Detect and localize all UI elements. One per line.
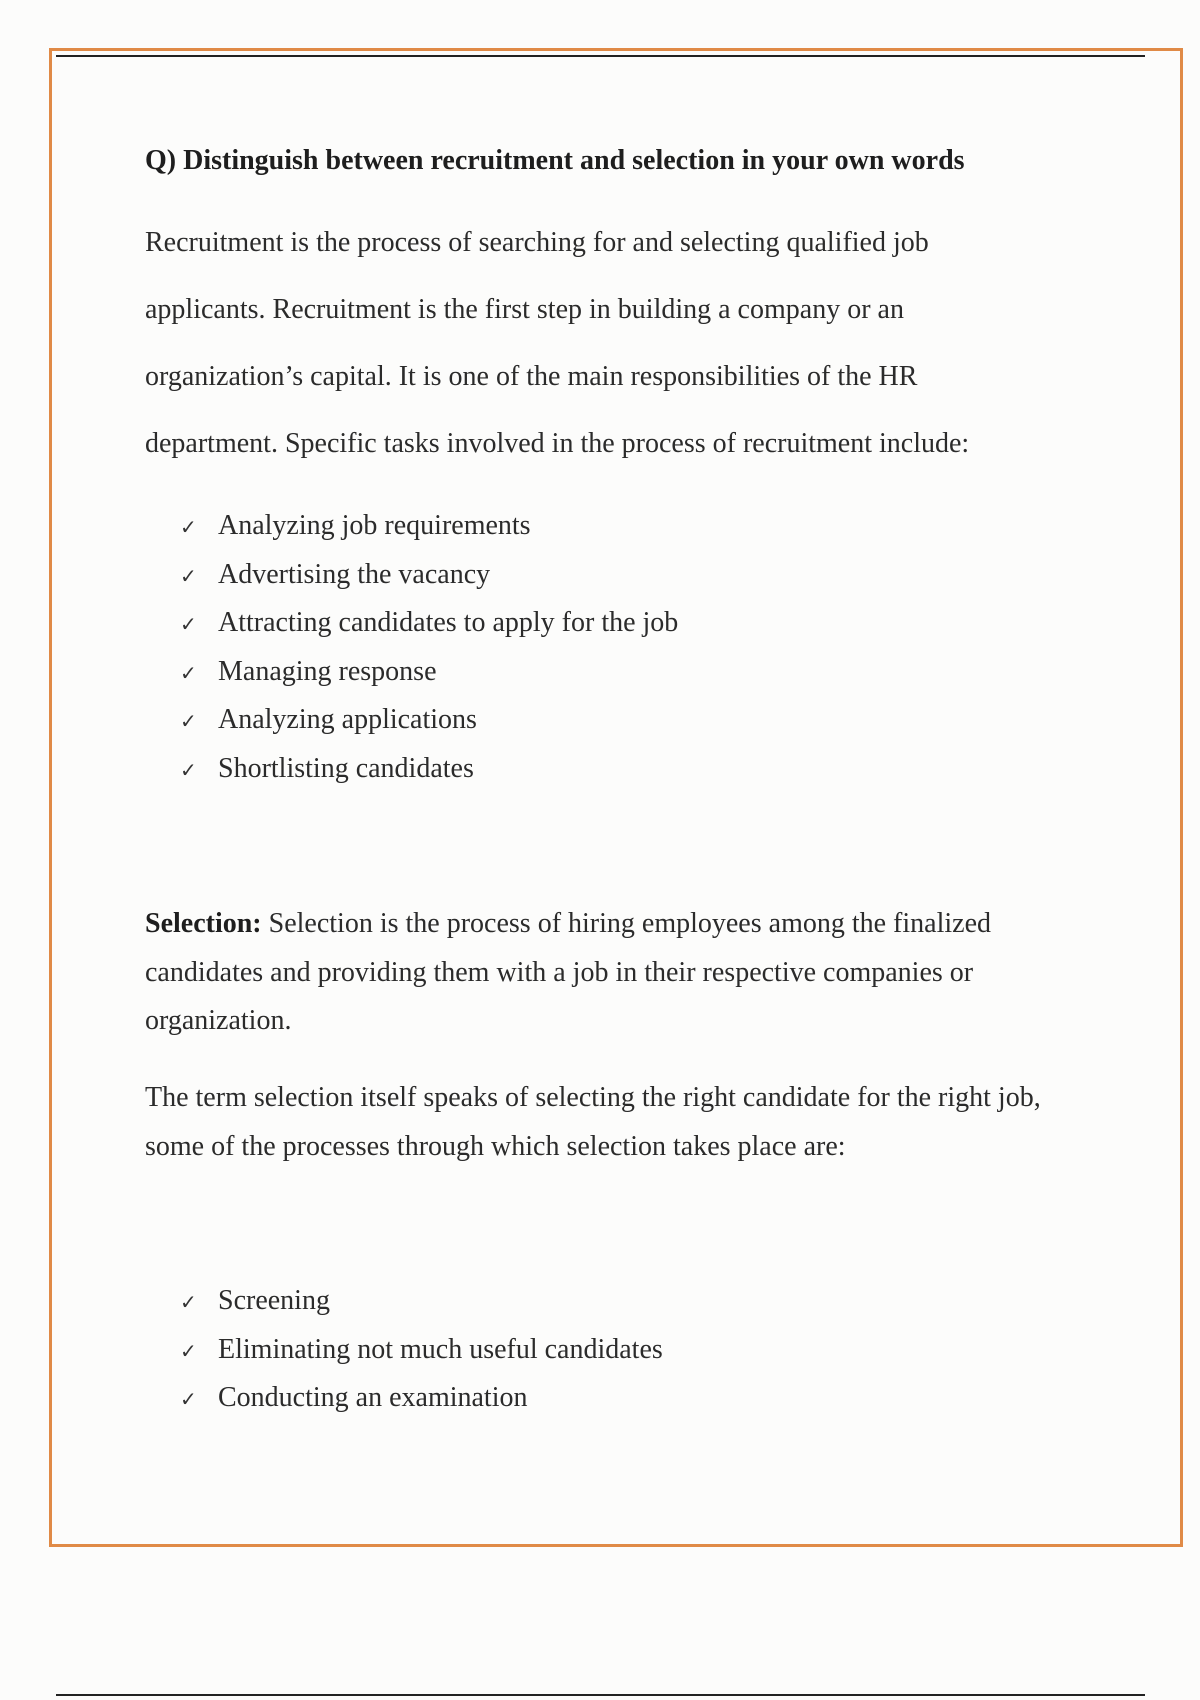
list-item: ✓ Attracting candidates to apply for the job [180, 599, 678, 648]
list-item: ✓ Analyzing job requirements [180, 502, 678, 551]
check-icon: ✓ [180, 660, 197, 685]
recruitment-paragraph [145, 209, 1015, 477]
check-icon: ✓ [180, 612, 197, 637]
check-icon: ✓ [180, 1387, 197, 1412]
list-item: ✓ Advertising the vacancy [180, 551, 678, 600]
paragraph-line: candidates and providing them with a job in their respective companies or [145, 956, 974, 988]
recruitment-task-list [180, 502, 678, 794]
paragraph-line: Recruitment is the process of searching for and selecting qualified job [145, 227, 929, 258]
selection-label: Selection: [145, 908, 262, 939]
list-item: ✓ Eliminating not much useful candidates [180, 1326, 663, 1375]
list-item: ✓ Screening [180, 1277, 663, 1326]
paragraph-line: some of the processes through which selection takes place are: [145, 1130, 846, 1162]
selection-paragraph [145, 900, 1075, 1046]
paragraph-line: organization’s capital. It is one of the main responsibilities of the HR [145, 361, 918, 392]
list-item: ✓ Analyzing applications [180, 696, 678, 745]
check-icon: ✓ [180, 1290, 197, 1314]
bottom-rule [56, 1694, 1145, 1696]
paragraph-line: applicants. Recruitment is the first step in building a company or an [145, 294, 904, 325]
list-item: ✓ Shortlisting candidates [180, 745, 678, 794]
paragraph-line: department. Specific tasks involved in the process of recruitment include: [145, 428, 970, 459]
list-item: ✓ Conducting an examination [180, 1374, 663, 1423]
list-item: ✓ Managing response [180, 648, 678, 697]
check-icon: ✓ [180, 757, 197, 782]
selection-process-intro [145, 1074, 1095, 1171]
check-icon: ✓ [180, 709, 197, 734]
check-icon: ✓ [180, 1338, 197, 1363]
check-icon: ✓ [180, 563, 197, 588]
paragraph-line: Selection: Selection is the process of hiring employees among the finalized [145, 908, 991, 939]
paragraph-line: The term selection itself speaks of selecting the right candidate for the right job, [145, 1082, 1041, 1113]
question-heading: Q) Distinguish between recruitment and selection in your own words [145, 145, 965, 176]
paragraph-line: organization. [145, 1005, 292, 1036]
check-icon: ✓ [180, 515, 197, 539]
selection-process-list [180, 1277, 663, 1423]
